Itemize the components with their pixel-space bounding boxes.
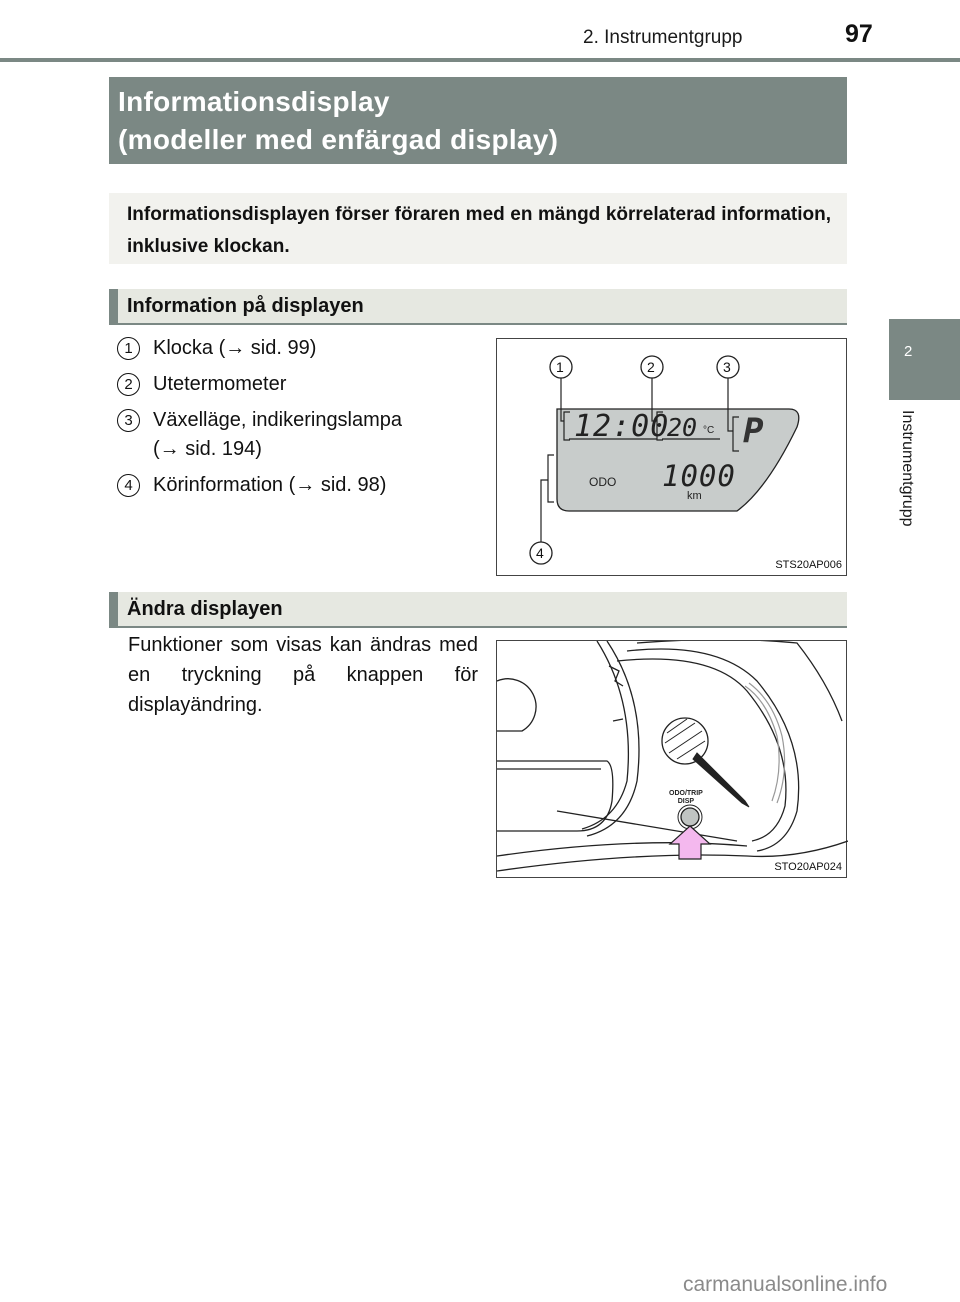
page-title-line2: (modeller med enfärgad display) [118, 124, 559, 155]
list-item-text: Körinformation (→ sid. 98) [153, 474, 387, 496]
number-circle-icon: 1 [117, 337, 140, 360]
running-header-section: 2. Instrumentgrupp [583, 27, 743, 48]
odometer-readout: 1000 [662, 459, 736, 493]
temperature-readout: 20 [667, 413, 698, 442]
section-heading-info [109, 289, 847, 325]
change-display-paragraph: Funktioner som visas kan ändras med en tryckning på knappen för displayändring. [128, 634, 478, 716]
section-heading-bar [109, 289, 118, 323]
button-label-line1: ODO/TRIP [669, 790, 703, 797]
list-item-text: Utetermometer [153, 373, 287, 395]
chapter-tab [889, 319, 960, 400]
cluster-figure [496, 640, 847, 878]
header-divider [0, 58, 960, 62]
section-heading-bar [109, 592, 118, 626]
lcd-display-illustration [497, 339, 848, 577]
section-heading-change-display [109, 592, 847, 628]
list-item [117, 334, 487, 363]
odo-label: ODO [589, 475, 617, 489]
list-item [117, 370, 487, 399]
info-list [117, 334, 487, 507]
list-item [117, 406, 487, 464]
watermark: carmanualsonline.info [683, 1273, 888, 1296]
list-item-main: Växelläge, indikeringslampa [153, 409, 403, 431]
intro-text: Informationsdisplayen förser föraren med en mängd körrelaterad information, inklusive klockan. [127, 204, 831, 257]
clock-readout: 12:00 [574, 409, 670, 444]
number-circle-icon: 3 [117, 409, 140, 432]
page-title-line1: Informationsdisplay [118, 86, 390, 117]
display-figure [496, 338, 847, 576]
button-label-line2: DISP [677, 798, 695, 805]
gear-position-readout: P [743, 411, 764, 451]
temperature-unit: °C [703, 425, 715, 436]
list-item [117, 471, 487, 500]
odometer-unit: km [687, 490, 702, 502]
callout-2: 2 [647, 359, 655, 375]
number-circle-icon: 4 [117, 474, 140, 497]
callout-3: 3 [723, 359, 731, 375]
callout-1: 1 [556, 359, 564, 375]
intro-box [109, 193, 847, 264]
page-reference-link[interactable]: (→ sid. 194) [153, 438, 262, 460]
list-item-text: Klocka (→ sid. 99) [153, 337, 317, 359]
section-heading-label: Ändra displayen [127, 598, 283, 620]
chapter-tab-number: 2 [904, 343, 913, 360]
odo-trip-button-glyph [681, 808, 699, 826]
section-heading-label: Information på displayen [127, 295, 364, 317]
callout-4: 4 [536, 545, 544, 561]
list-item-text [153, 406, 487, 464]
chapter-tab-label: Instrumentgrupp [899, 410, 916, 527]
odo-trip-disp-button[interactable] [669, 790, 703, 806]
figure-code: STS20AP006 [775, 559, 842, 571]
number-circle-icon: 2 [117, 373, 140, 396]
instrument-cluster-illustration [497, 641, 848, 879]
page-title [109, 77, 847, 164]
page-number: 97 [845, 20, 873, 48]
figure-code: STO20AP024 [774, 861, 842, 873]
